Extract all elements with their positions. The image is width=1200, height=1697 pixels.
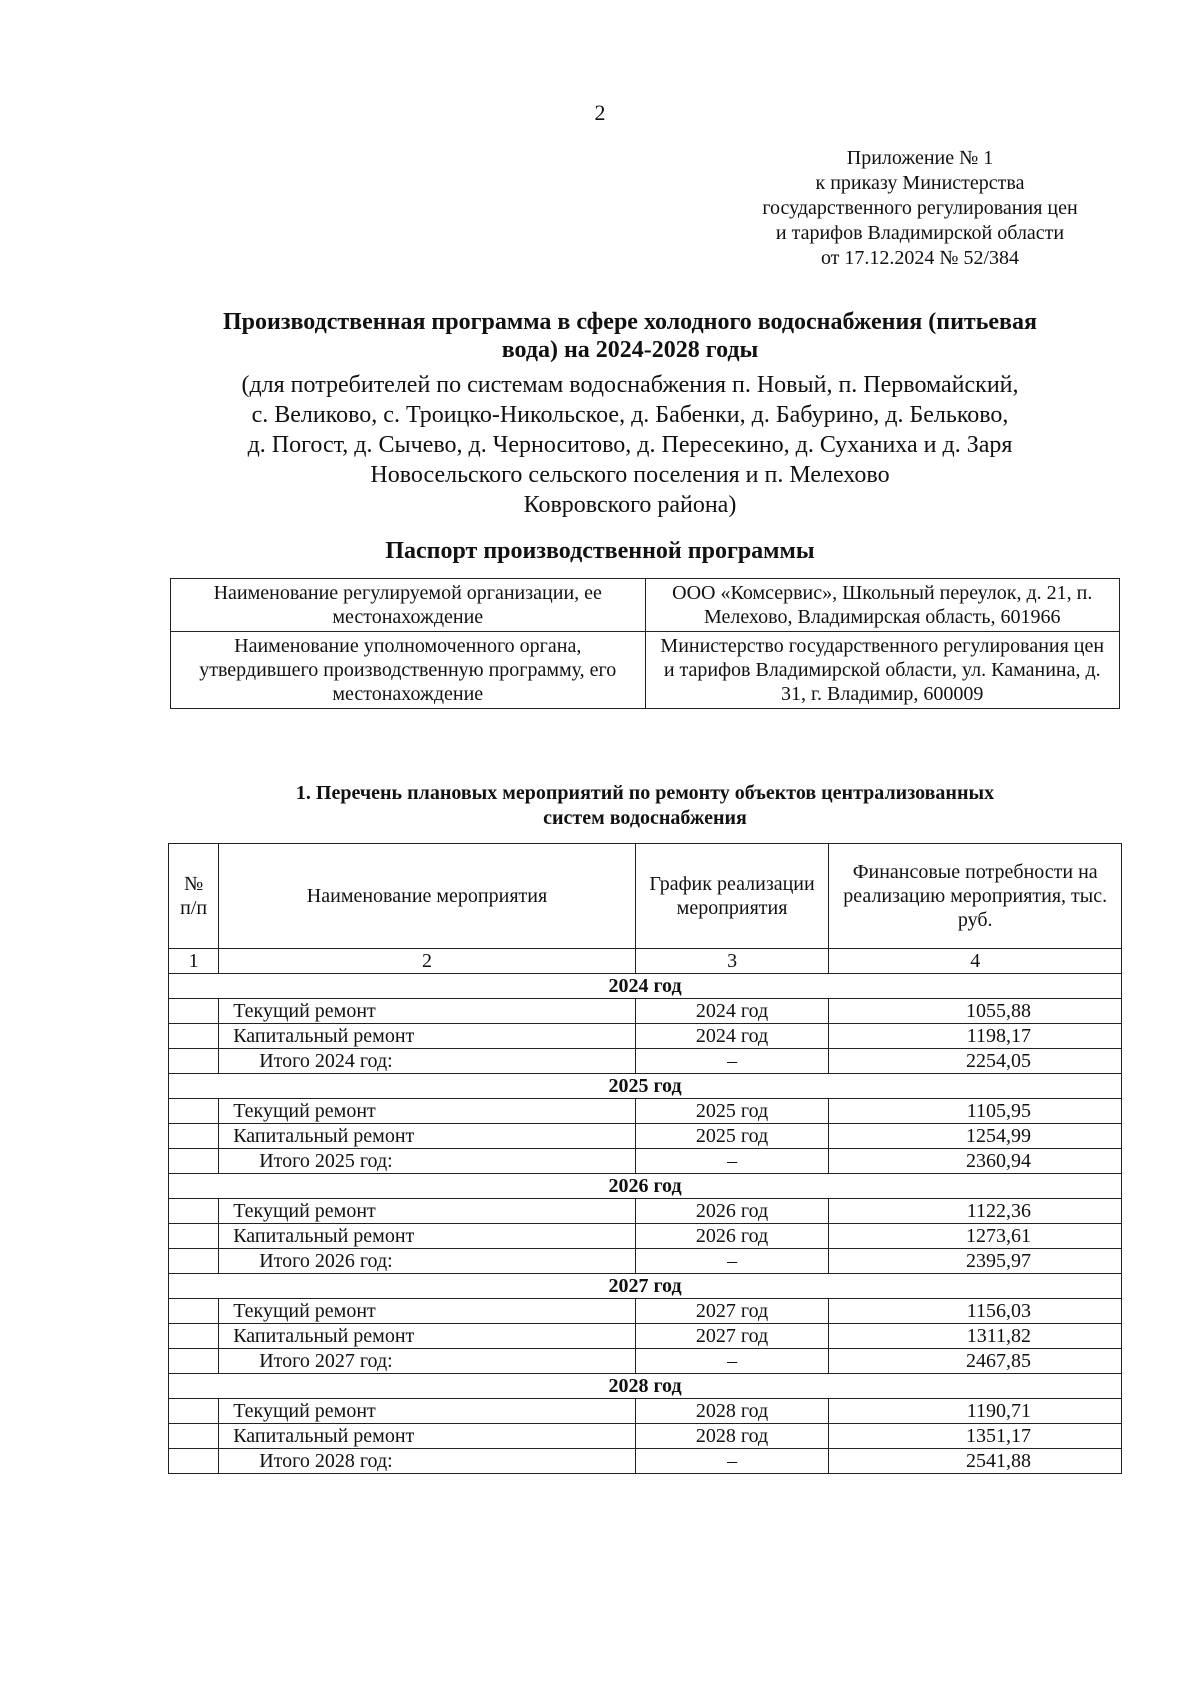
schedule-cell: 2028 год [635, 1399, 829, 1424]
amount-cell: 2467,85 [829, 1349, 1122, 1374]
appendix-line: государственного регулирования цен [762, 197, 1078, 219]
schedule-cell: – [635, 1249, 829, 1274]
column-number: 1 [169, 949, 219, 974]
total-row [169, 1149, 1122, 1174]
year-row [169, 1174, 1122, 1199]
schedule-cell: 2024 год [635, 1024, 829, 1049]
row-number-cell [169, 1099, 219, 1124]
amount-cell: 1055,88 [829, 999, 1122, 1024]
appendix-line: Приложение № 1 [846, 147, 994, 169]
passport-value: ООО «Комсервис», Школьный переулок, д. 21, п. Мелехово, Владимирская область, 601966 [645, 579, 1120, 632]
row-number-cell [169, 1299, 219, 1324]
subtitle-line: (для потребителей по системам водоснабжения п. Новый, п. Первомайский, [241, 372, 1019, 398]
year-heading: 2026 год [169, 1174, 1122, 1199]
activity-name: Капитальный ремонт [219, 1324, 636, 1349]
amount-cell: 2360,94 [829, 1149, 1122, 1174]
table-row [169, 1124, 1122, 1149]
table-row [169, 1424, 1122, 1449]
passport-title: Паспорт производственной программы [385, 538, 815, 564]
passport-label: Наименование регулируемой организации, ее местонахождение [171, 579, 646, 632]
activity-name: Текущий ремонт [219, 1099, 636, 1124]
document-title [170, 308, 1090, 364]
section-title [170, 781, 1120, 831]
row-number-cell [169, 1124, 219, 1149]
amount-cell: 1254,99 [829, 1124, 1122, 1149]
year-heading: 2028 год [169, 1374, 1122, 1399]
row-number-cell [169, 1149, 219, 1174]
activity-name: Капитальный ремонт [219, 1424, 636, 1449]
row-number-cell [169, 1199, 219, 1224]
section-title-line: 1. Перечень плановых мероприятий по ремонту объектов централизованных [295, 782, 995, 804]
header-num: № п/п [169, 844, 219, 949]
schedule-cell: 2025 год [635, 1099, 829, 1124]
subtitle-line: д. Погост, д. Сычево, д. Черноситово, д. Пересекино, д. Суханиха и д. Заря [247, 432, 1013, 458]
subtitle-line: с. Великово, с. Троицко-Никольское, д. Бабенки, д. Бабурино, д. Бельково, [251, 402, 1009, 428]
passport-table [170, 578, 1120, 709]
row-number-cell [169, 1249, 219, 1274]
column-number: 3 [635, 949, 829, 974]
activity-name: Текущий ремонт [219, 999, 636, 1024]
amount-cell: 1198,17 [829, 1024, 1122, 1049]
header-schedule: График реализации мероприятия [635, 844, 829, 949]
amount-cell: 1311,82 [829, 1324, 1122, 1349]
row-number-cell [169, 999, 219, 1024]
table-row [169, 1199, 1122, 1224]
schedule-cell: 2027 год [635, 1299, 829, 1324]
activity-name: Текущий ремонт [219, 1299, 636, 1324]
table-row [169, 1224, 1122, 1249]
column-number: 4 [829, 949, 1122, 974]
schedule-cell: 2028 год [635, 1424, 829, 1449]
appendix-block [720, 146, 1120, 271]
year-heading: 2024 год [169, 974, 1122, 999]
header-name: Наименование мероприятия [219, 844, 636, 949]
appendix-line: к приказу Министерства [815, 172, 1025, 194]
schedule-cell: – [635, 1149, 829, 1174]
document-title-line: вода) на 2024-2028 годы [501, 337, 759, 363]
subtitle-line: Новосельского сельского поселения и п. Мелехово [370, 462, 890, 488]
row-number-cell [169, 1424, 219, 1449]
section-title-line: систем водоснабжения [543, 807, 747, 829]
table-row [169, 1324, 1122, 1349]
appendix-line: от 17.12.2024 № 52/384 [820, 247, 1020, 269]
total-label: Итого 2028 год: [219, 1449, 636, 1474]
total-label: Итого 2025 год: [219, 1149, 636, 1174]
activity-name: Капитальный ремонт [219, 1124, 636, 1149]
total-row [169, 1449, 1122, 1474]
year-row [169, 1074, 1122, 1099]
schedule-cell: 2027 год [635, 1324, 829, 1349]
appendix-line: и тарифов Владимирской области [775, 222, 1065, 244]
activity-name: Капитальный ремонт [219, 1224, 636, 1249]
amount-cell: 1190,71 [829, 1399, 1122, 1424]
amount-cell: 1105,95 [829, 1099, 1122, 1124]
amount-cell: 1351,17 [829, 1424, 1122, 1449]
row-number-cell [169, 1399, 219, 1424]
total-label: Итого 2027 год: [219, 1349, 636, 1374]
year-row [169, 1274, 1122, 1299]
schedule-cell: 2025 год [635, 1124, 829, 1149]
schedule-cell: – [635, 1449, 829, 1474]
document-subtitle [170, 370, 1090, 520]
page-number: 2 [594, 100, 606, 125]
amount-cell: 1122,36 [829, 1199, 1122, 1224]
activity-name: Текущий ремонт [219, 1199, 636, 1224]
schedule-cell: 2026 год [635, 1224, 829, 1249]
table-row [169, 999, 1122, 1024]
amount-cell: 2395,97 [829, 1249, 1122, 1274]
total-row [169, 1249, 1122, 1274]
activity-name: Текущий ремонт [219, 1399, 636, 1424]
schedule-cell: 2026 год [635, 1199, 829, 1224]
row-number-cell [169, 1449, 219, 1474]
column-number-row [169, 949, 1122, 974]
activity-name: Капитальный ремонт [219, 1024, 636, 1049]
total-label: Итого 2024 год: [219, 1049, 636, 1074]
repair-plan-table [168, 843, 1122, 1474]
amount-cell: 2254,05 [829, 1049, 1122, 1074]
document-title-line: Производственная программа в сфере холодного водоснабжения (питьевая [223, 309, 1037, 335]
row-number-cell [169, 1324, 219, 1349]
total-row [169, 1349, 1122, 1374]
passport-row [171, 579, 1120, 632]
schedule-cell: 2024 год [635, 999, 829, 1024]
schedule-cell: – [635, 1349, 829, 1374]
amount-cell: 2541,88 [829, 1449, 1122, 1474]
passport-label: Наименование уполномоченного органа, утвердившего производственную программу, его местонахождение [171, 632, 646, 709]
year-heading: 2027 год [169, 1274, 1122, 1299]
subtitle-line: Ковровского района) [523, 492, 737, 518]
header-finance: Финансовые потребности на реализацию мероприятия, тыс. руб. [829, 844, 1122, 949]
table-row [169, 1099, 1122, 1124]
amount-cell: 1156,03 [829, 1299, 1122, 1324]
year-heading: 2025 год [169, 1074, 1122, 1099]
passport-row [171, 632, 1120, 709]
table-row [169, 1024, 1122, 1049]
row-number-cell [169, 1024, 219, 1049]
table-header-row [169, 844, 1122, 949]
passport-value: Министерство государственного регулирования цен и тарифов Владимирской области, ул. Каманина, д. 31, г. Владимир, 600009 [645, 632, 1120, 709]
row-number-cell [169, 1349, 219, 1374]
table-row [169, 1299, 1122, 1324]
column-number: 2 [219, 949, 636, 974]
row-number-cell [169, 1224, 219, 1249]
row-number-cell [169, 1049, 219, 1074]
total-label: Итого 2026 год: [219, 1249, 636, 1274]
schedule-cell: – [635, 1049, 829, 1074]
amount-cell: 1273,61 [829, 1224, 1122, 1249]
year-row [169, 974, 1122, 999]
total-row [169, 1049, 1122, 1074]
year-row [169, 1374, 1122, 1399]
table-row [169, 1399, 1122, 1424]
